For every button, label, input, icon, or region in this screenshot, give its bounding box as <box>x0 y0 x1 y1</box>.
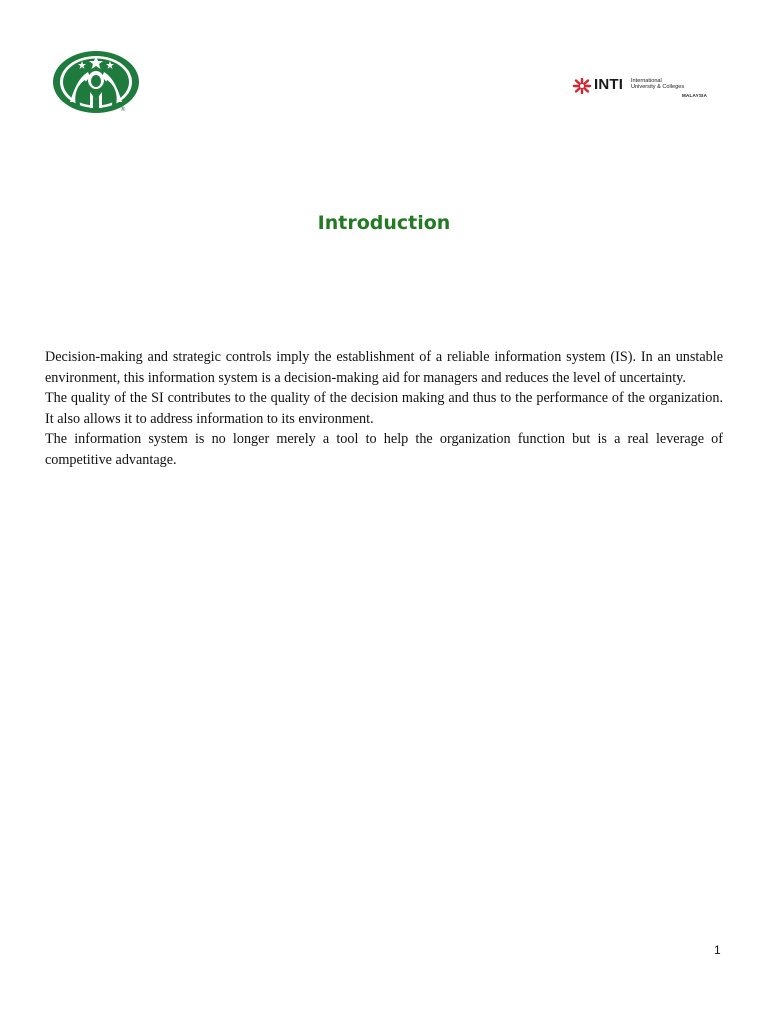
paragraph: The quality of the SI contributes to the quality of the decision making and thus to the performance of the organization. It also allows it to address information to its environment. <box>45 390 723 427</box>
inti-logo <box>572 77 712 101</box>
inti-subtitle-line2: University & Colleges <box>631 84 685 91</box>
inti-subtitle-line1: International <box>631 78 662 84</box>
siren-logo-icon <box>52 50 140 114</box>
inti-subtitle <box>631 78 684 91</box>
page-title: Introduction <box>317 212 451 234</box>
paragraph: Decision-making and strategic controls imply the establishment of a reliable information system (IS). In an unstable environment, this information system is a decision-making aid for managers and reduces the level of uncertainty. <box>45 349 723 386</box>
registered-mark: ® <box>120 106 126 113</box>
inti-country: MALAYSIA <box>682 93 708 98</box>
body-text <box>45 347 723 470</box>
paragraph: The information system is no longer merely a tool to help the organization function but is a real leverage of competitive advantage. <box>45 431 723 468</box>
page-number: 1 <box>714 943 721 957</box>
inti-star-icon <box>572 78 592 94</box>
inti-wordmark: INTI <box>594 76 624 93</box>
